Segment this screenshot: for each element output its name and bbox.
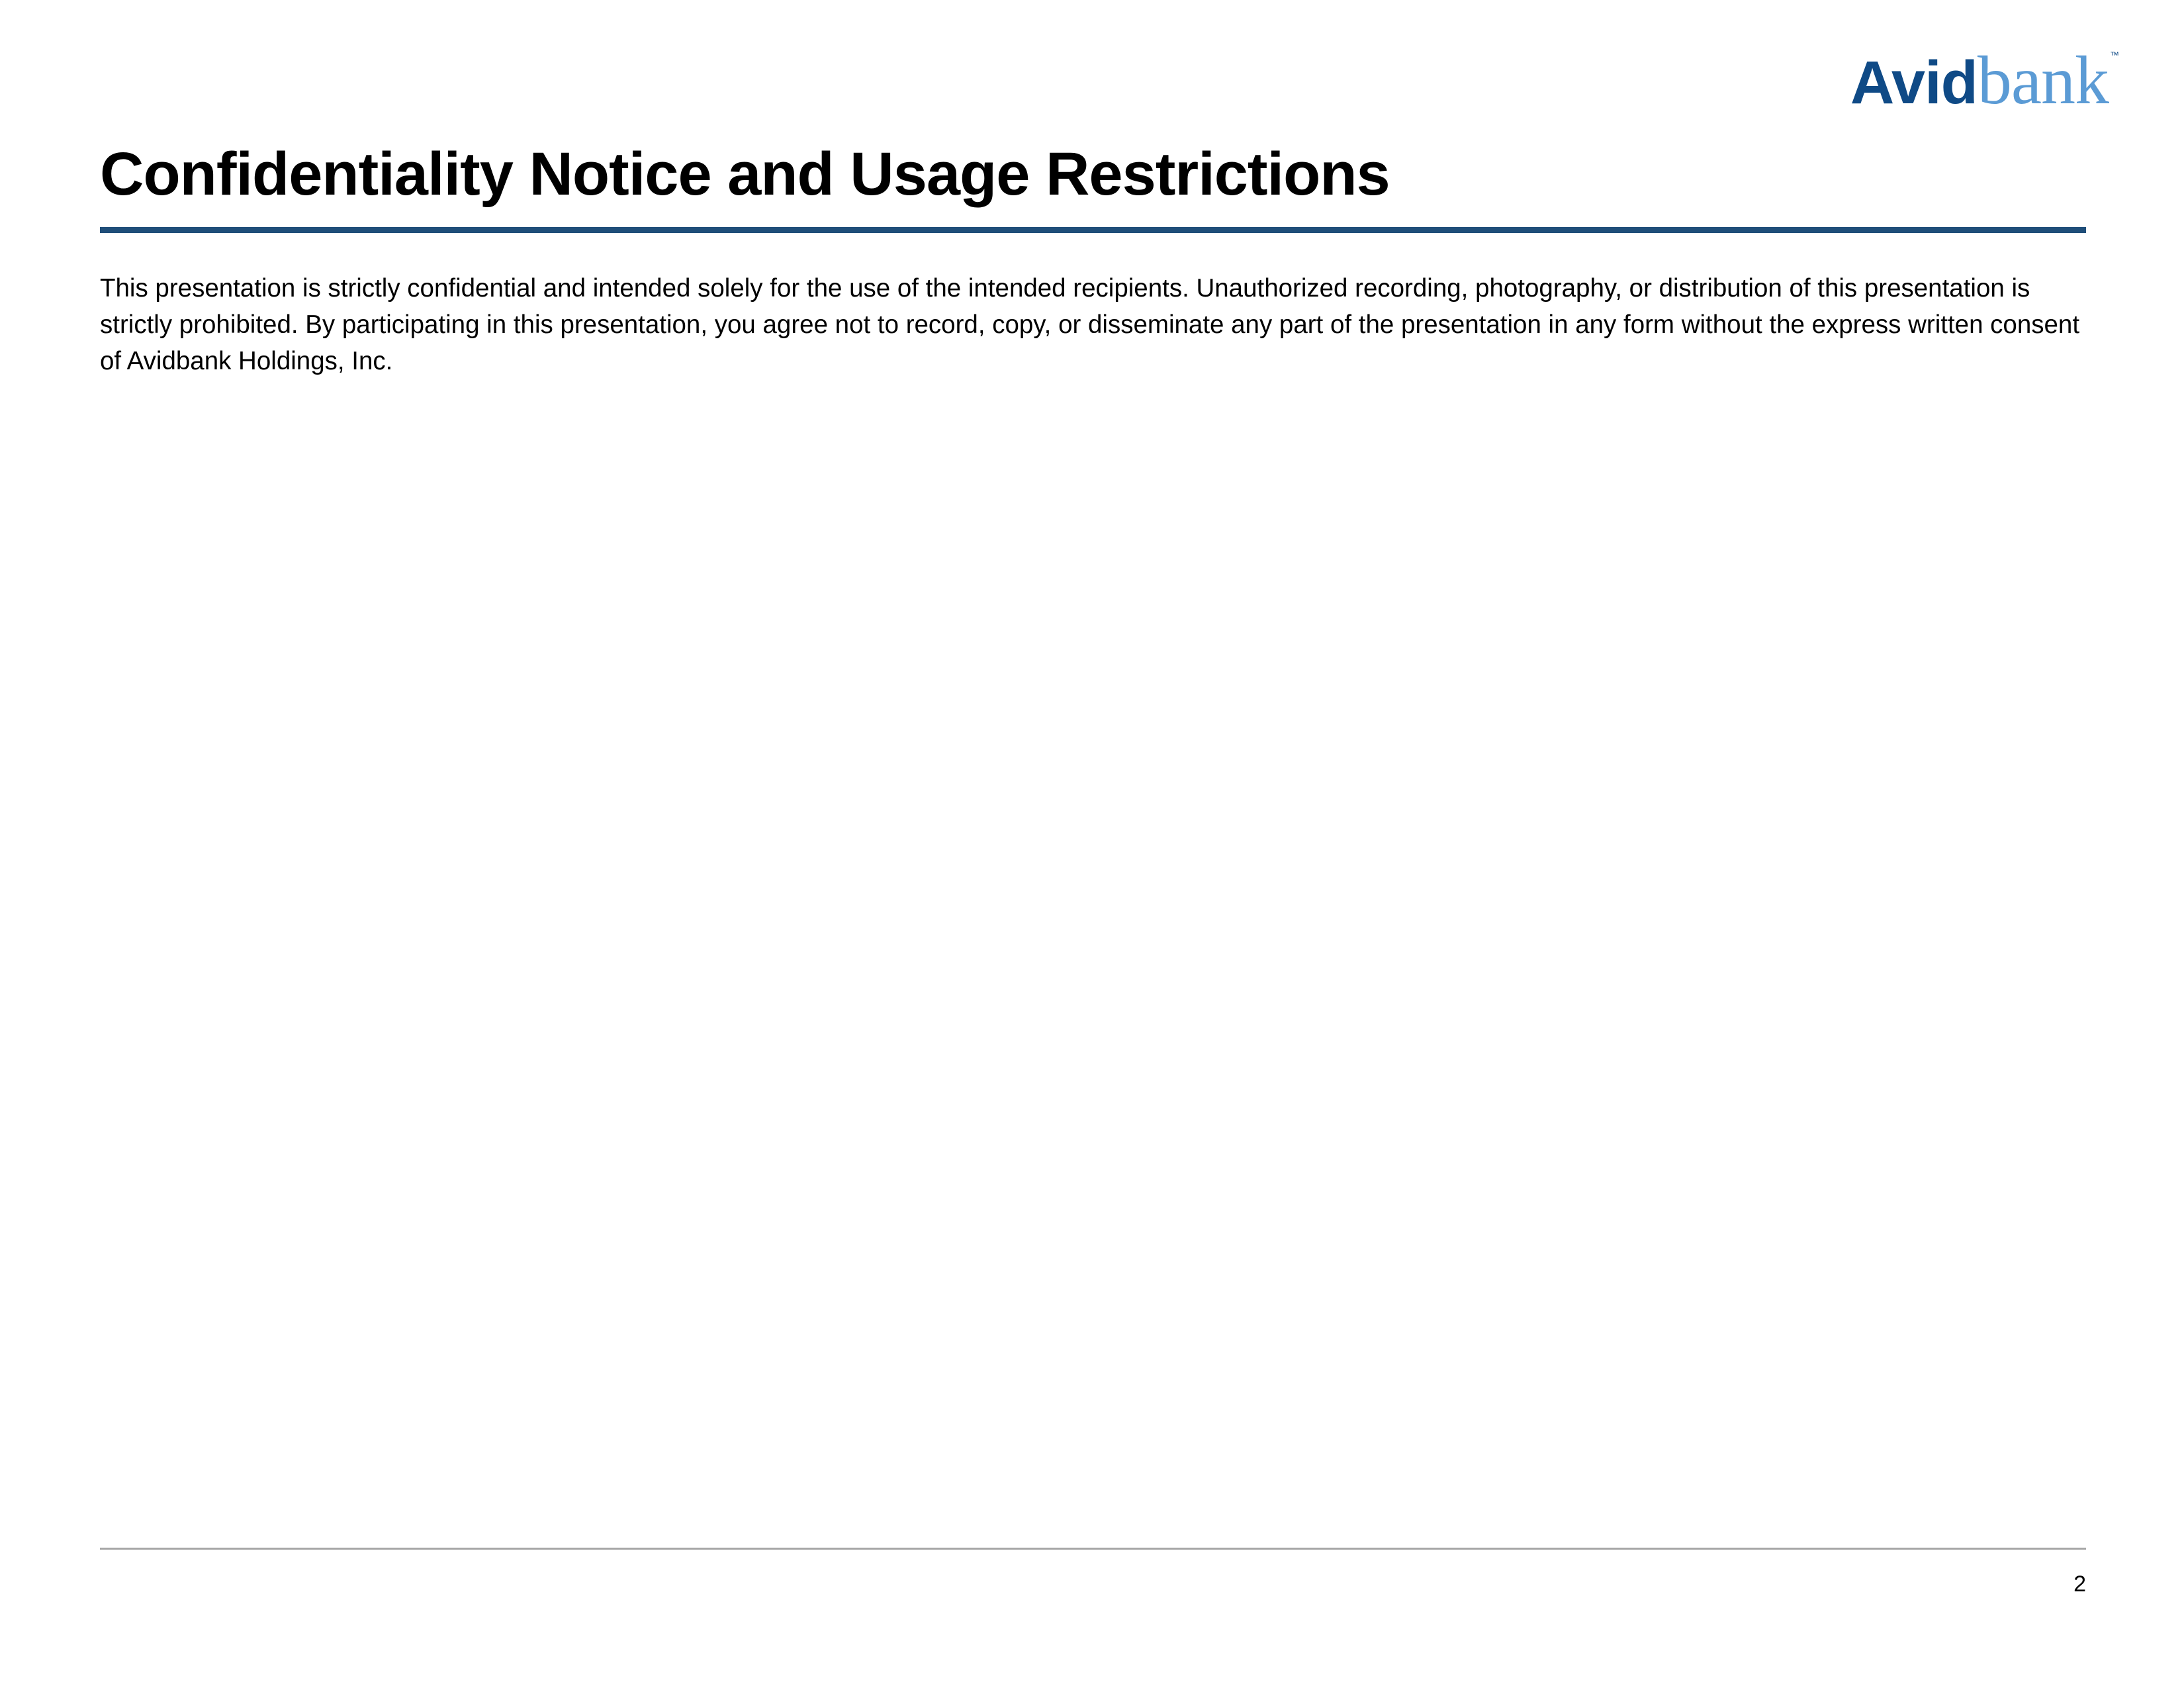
- avidbank-logo: [1850, 42, 2119, 118]
- page-title: Confidentiality Notice and Usage Restrictions: [100, 140, 1390, 208]
- confidentiality-notice-text: This presentation is strictly confidential and intended solely for the use of the intended recipients. Unauthorized recording, photography, or distribution of this presentation is strictly prohibited. By participating in this presentation, you agree not to record, copy, or disseminate any part of the presentation in any form without the express written consent of Avidbank Holdings, Inc.: [100, 274, 2080, 375]
- logo-trademark: ™: [2110, 50, 2119, 60]
- title-divider: [100, 227, 2086, 233]
- logo-wordmark-avid: Avid: [1850, 49, 1978, 117]
- logo-wordmark-bank: bank: [1977, 42, 2109, 118]
- footer-divider: [100, 1548, 2086, 1550]
- page-number: 2: [2073, 1571, 2086, 1597]
